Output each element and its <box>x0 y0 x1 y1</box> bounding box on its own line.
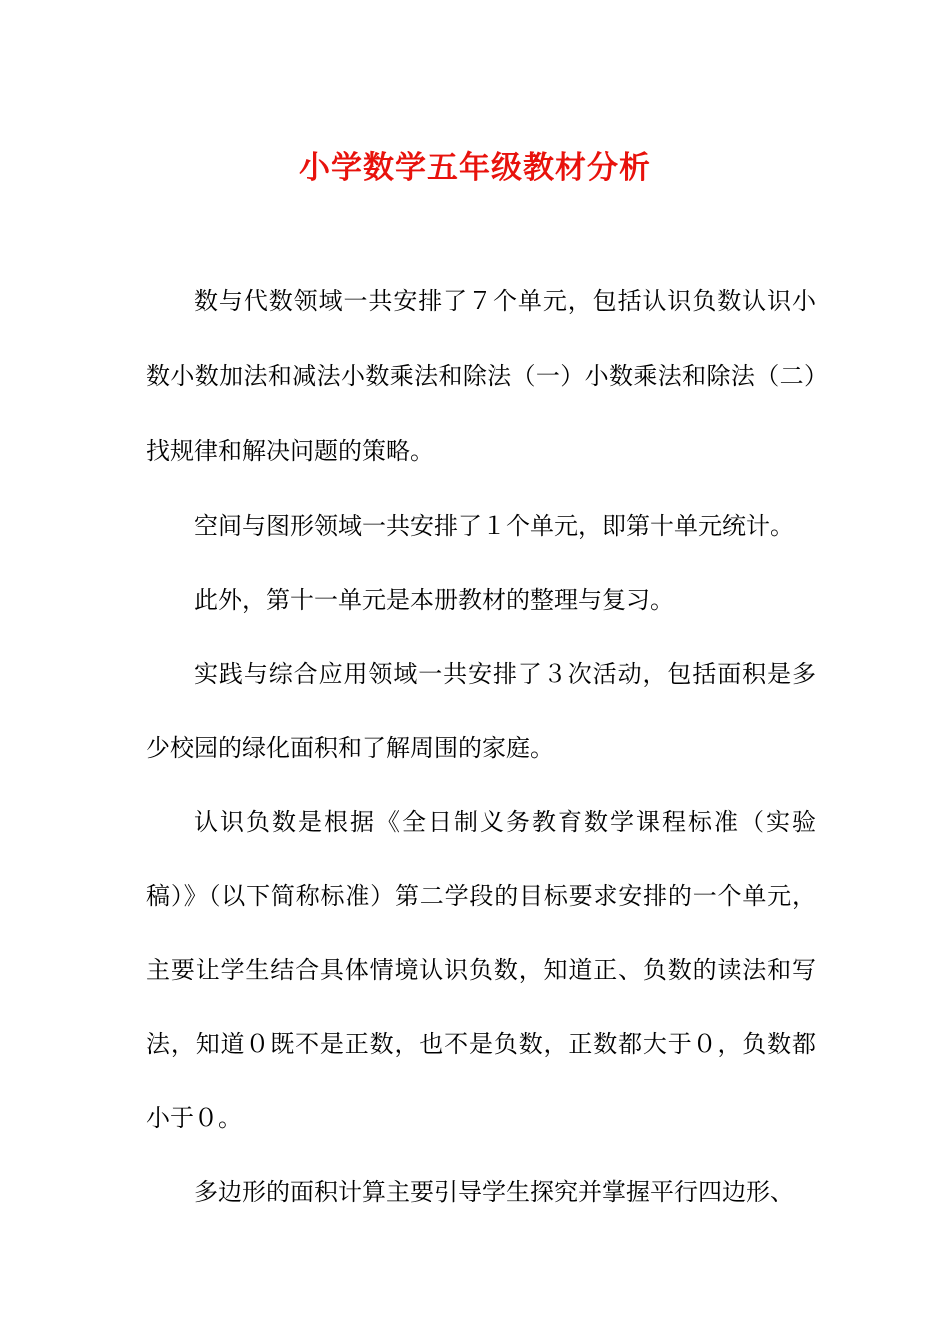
document-body <box>146 264 816 1229</box>
paragraph-number-algebra: 数与代数领域一共安排了７个单元，包括认识负数认识小数小数加法和减法小数乘法和除法（一）小数乘法和除法（二）找规律和解决问题的策略。 <box>146 287 816 465</box>
paragraph-review-unit: 此外，第十一单元是本册教材的整理与复习。 <box>194 586 674 614</box>
paragraph-negative-numbers: 认识负数是根据《全日制义务教育数学课程标准（实验稿）》（以下简称标准）第二学段的目标要求安排的一个单元，主要让学生结合具体情境认识负数，知道正、负数的读法和写法，知道０既不是正数，也不是负数，正数都大于０，负数都小于０。 <box>146 808 816 1132</box>
document-title: 小学数学五年级教材分析 <box>299 150 651 186</box>
paragraph-polygon-area: 多边形的面积计算主要引导学生探究并掌握平行四边形、 <box>194 1178 794 1206</box>
paragraph-space-geometry: 空间与图形领域一共安排了１个单元，即第十单元统计。 <box>194 512 794 540</box>
paragraph-practice-activities: 实践与综合应用领域一共安排了３次活动，包括面积是多少校园的绿化面积和了解周围的家庭。 <box>146 660 816 762</box>
